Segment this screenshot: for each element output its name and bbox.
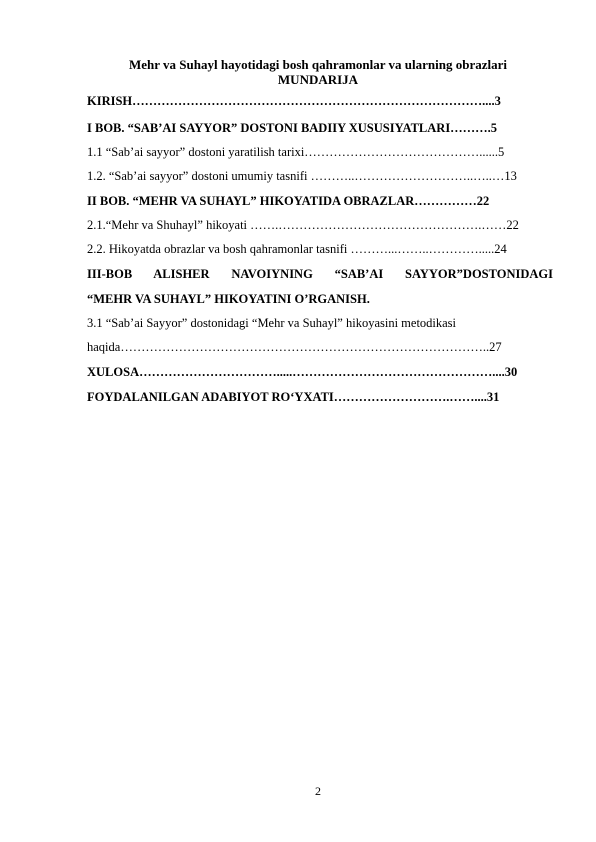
page-number: 2 [315, 784, 321, 798]
toc-entry-chapter-3-line-1: III-BOB ALISHER NAVOIYNING “SAB’AI SAYYOR”DOSTONIDAGI [87, 267, 553, 281]
toc-entry-conclusion: XULOSA…………………………….....…………………………………………....30 [87, 365, 518, 379]
toc-entry-section-1-1: 1.1 “Sab’ai sayyor” dostoni yaratilish tarixi……………………………………......5 [87, 145, 505, 159]
contents-heading: MUNDARIJA [277, 72, 359, 87]
toc-entry-chapter-3-line-2: “MEHR VA SUHAYL” HIKOYATINI O’RGANISH. [87, 292, 370, 306]
toc-entry-introduction: KIRISH…………………………………………………………………………....3 [87, 94, 501, 108]
toc-entry-section-2-1: 2.1.“Mehr va Shuhayl” hikoyati …….………………………………………….……22 [87, 218, 519, 232]
toc-entry-chapter-1: I BOB. “SAB’AI SAYYOR” DOSTONI BADIIY XUSUSIYATLARI……….5 [87, 121, 498, 135]
document-title: Mehr va Suhayl hayotidagi bosh qahramonlar va ularning obrazlari [128, 57, 508, 72]
toc-entry-section-1-2: 1.2. “Sab’ai sayyor” dostoni umumiy tasnifi ………..………………………..…..…13 [87, 169, 517, 183]
toc-entry-references: FOYDALANILGAN ADABIYOT RO‘YXATI……………………….……....31 [87, 390, 500, 404]
toc-entry-section-2-2: 2.2. Hikoyatda obrazlar va bosh qahramonlar tasnifi ………...……..………….....24 [87, 242, 507, 256]
toc-entry-section-3-1-line-1: 3.1 “Sab’ai Sayyor” dostonidagi “Mehr va Suhayl” hikoyasini metodikasi [87, 316, 457, 330]
toc-entry-chapter-2: II BOB. “MEHR VA SUHAYL” HIKOYATIDA OBRAZLAR……………22 [87, 194, 490, 208]
toc-entry-section-3-1-line-2: haqida……………………………………………………………………………..27 [87, 340, 502, 354]
